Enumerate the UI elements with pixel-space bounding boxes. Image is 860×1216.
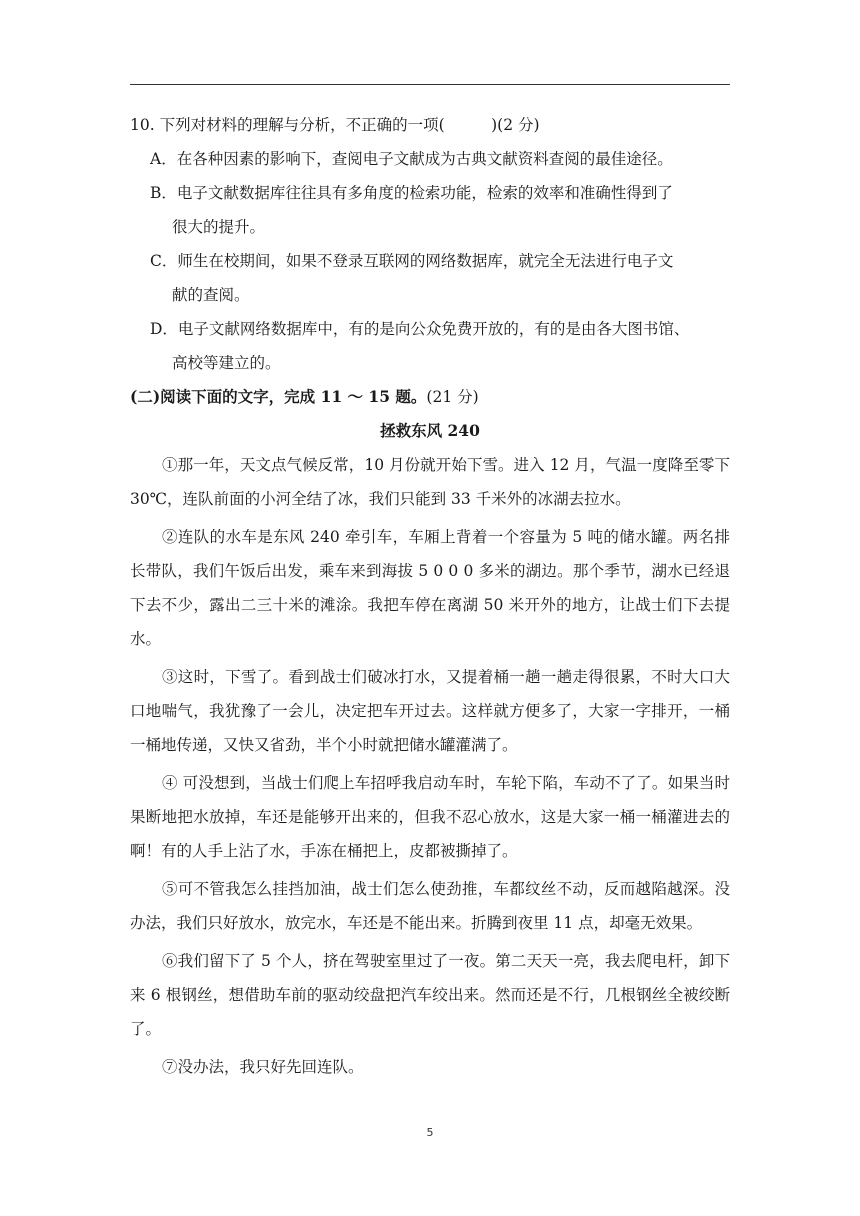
section-2-heading-text: (二)阅读下面的文字，完成 11 ～ 15 题。 <box>130 387 427 406</box>
article-paragraph-4: ④ 可没想到，当战士们爬上车招呼我启动车时，车轮下陷，车动不了了。如果当时果断地把水放掉，车还是能够开出来的，但我不忍心放水，这是大家一桶一桶灌进去的啊！有的人手上沾了水，手冻在桶把上，皮都被撕掉了。 <box>130 774 730 860</box>
page-number: 5 <box>426 1126 434 1139</box>
article-paragraph-2: ②连队的水车是东风 240 牵引车，车厢上背着一个容量为 5 吨的储水罐。两名排长带队，我们午饭后出发，乘车来到海拔 5 0 0 0 多米的湖边。那个季节，湖水已经退下去不少，露出二三十米的滩涂。我把车停在离湖 50 米开外的地方，让战士们下去提水。 <box>130 528 730 648</box>
section-2-score: (21 分) <box>426 388 479 406</box>
article-paragraph-6: ⑥我们留下了 5 个人，挤在驾驶室里过了一夜。第二天天一亮，我去爬电杆，卸下来 6 根钢丝，想借助车前的驱动绞盘把汽车绞出来。然而还是不行，几根钢丝全被绞断了。 <box>130 952 730 1038</box>
option-c-continuation: 献的查阅。 <box>172 286 250 304</box>
article-paragraph-1: ①那一年，天文点气候反常，10 月份就开始下雪。进入 12 月，气温一度降至零下 30℃，连队前面的小河全结了冰，我们只能到 33 千米外的冰湖去拉水。 <box>130 456 730 508</box>
option-d-text: D．电子文献网络数据库中，有的是向公众免费开放的，有的是由各大图书馆、 <box>150 320 690 338</box>
option-c-text: C．师生在校期间，如果不登录互联网的网络数据库，就完全无法进行电子文 <box>150 252 674 270</box>
article-title: 拯救东风 240 <box>380 421 480 440</box>
question-10-option-a <box>130 142 730 176</box>
header-rule <box>130 84 730 85</box>
question-10-stem: 10. 下列对材料的理解与分析，不正确的一项( )(2 分) <box>130 116 540 134</box>
question-10-option-b <box>130 176 730 244</box>
question-10-option-c <box>130 244 730 312</box>
option-a-text: A．在各种因素的影响下，查阅电子文献成为古典文献资料查阅的最佳途径。 <box>150 150 673 168</box>
article-paragraph-5: ⑤可不管我怎么挂挡加油，战士们怎么使劲推，车都纹丝不动，反而越陷越深。没办法，我们只好放水，放完水，车还是不能出来。折腾到夜里 11 点，却毫无效果。 <box>130 880 730 932</box>
option-b-continuation: 很大的提升。 <box>172 218 266 236</box>
page-content <box>130 108 730 1088</box>
option-d-continuation: 高校等建立的。 <box>172 354 281 372</box>
option-b-text: B．电子文献数据库往往具有多角度的检索功能，检索的效率和准确性得到了 <box>150 184 673 202</box>
section-2-heading <box>130 380 730 414</box>
question-10-option-d <box>130 312 730 380</box>
article-paragraph-7: ⑦没办法，我只好先回连队。 <box>162 1058 364 1076</box>
article-paragraph-3: ③这时，下雪了。看到战士们破冰打水，又提着桶一趟一趟走得很累，不时大口大口地喘气，我犹豫了一会儿，决定把车开过去。这样就方便多了，大家一字排开，一桶一桶地传递，又快又省劲，半个小时就把储水罐灌满了。 <box>130 668 730 754</box>
